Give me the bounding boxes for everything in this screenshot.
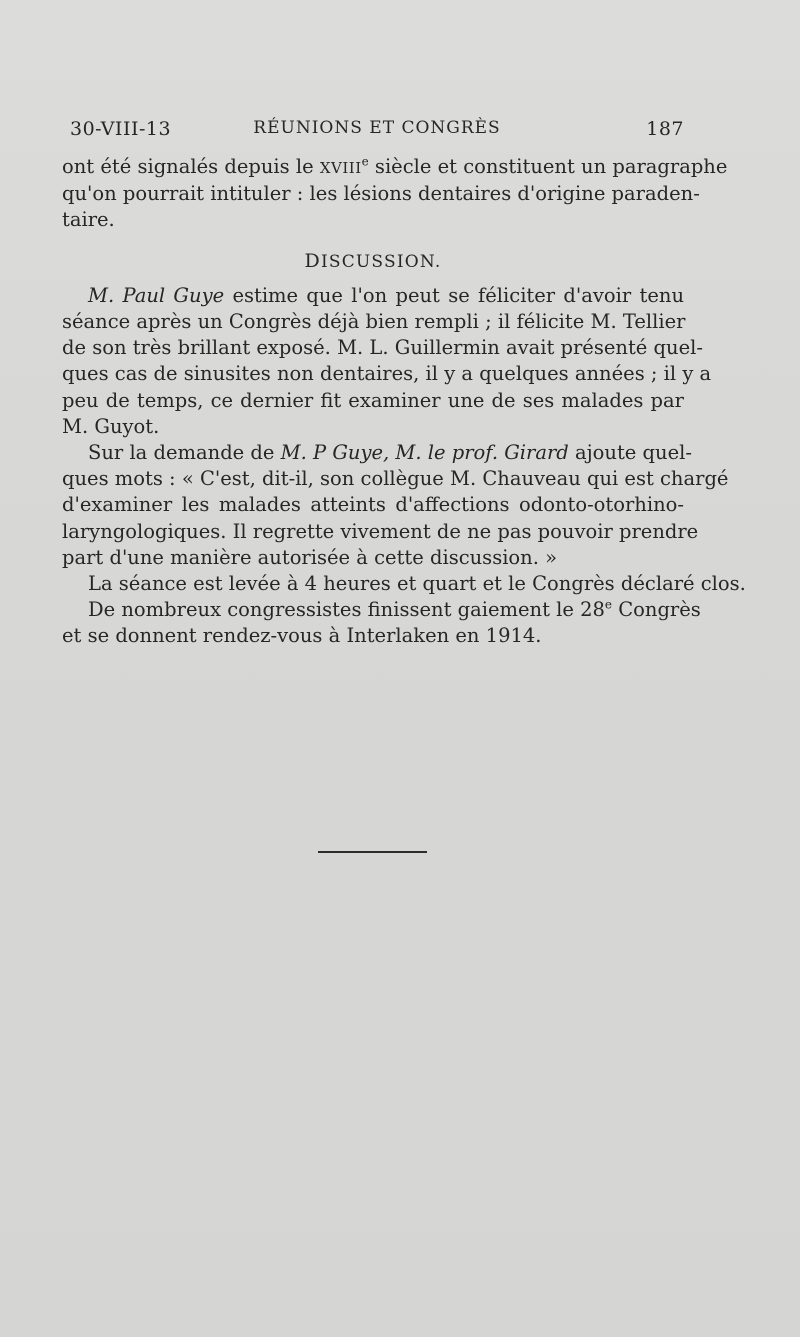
text-line: laryngologiques. Il regrette vivement de ne pas pouvoir prendre — [62, 519, 699, 543]
running-header — [70, 118, 684, 146]
body-text — [62, 154, 746, 650]
text-line: d'examiner les malades atteints d'affections odonto-otorhino- — [62, 493, 684, 517]
text-line: de son très brillant exposé. M. L. Guillermin avait présenté quel- — [62, 336, 703, 360]
text-line: ont été signalés depuis le XVIIIe siècle et constituent un paragraphe — [62, 154, 728, 178]
text-line: et se donnent rendez-vous à Interlaken en 1914. — [62, 624, 542, 648]
text-line: ques mots : « C'est, dit-il, son collègue M. Chauveau qui est chargé — [62, 467, 729, 491]
text-line: La séance est levée à 4 heures et quart et le Congrès déclaré clos. — [88, 572, 746, 596]
paragraph-continuation — [62, 154, 728, 234]
paragraph-closing — [62, 571, 746, 597]
text-line: Sur la demande de M. P Guye, M. le prof. Girard ajoute quel- — [88, 441, 692, 465]
paragraph-girard — [62, 440, 729, 571]
text-line: M. Guyot. — [62, 414, 160, 438]
discussion-heading: DISCUSSION. — [304, 249, 442, 272]
text-line: M. Paul Guye estime que l'on peut se féliciter d'avoir tenu — [88, 283, 685, 307]
text-line: séance après un Congrès déjà bien rempli ; il félicite M. Tellier — [62, 310, 686, 334]
paragraph-final — [62, 597, 701, 649]
text-line: taire. — [62, 208, 115, 232]
text-line: part d'une manière autorisée à cette discussion. » — [62, 545, 558, 569]
text-line: De nombreux congressistes finissent gaiement le 28e Congrès — [88, 597, 701, 622]
end-rule — [318, 851, 427, 853]
text-line: peu de temps, ce dernier fit examiner une de ses malades par — [62, 388, 684, 412]
header-date: 30-VIII-13 — [70, 118, 172, 140]
text-line: qu'on pourrait intituler : les lésions dentaires d'origine paraden- — [62, 182, 700, 206]
page-number: 187 — [646, 118, 684, 140]
paragraph-guye — [62, 283, 712, 440]
header-section-title: RÉUNIONS ET CONGRÈS — [253, 118, 501, 138]
speaker-name: M. Paul Guye — [88, 283, 225, 307]
text-line: ques cas de sinusites non dentaires, il y a quelques années ; il y a — [62, 362, 712, 386]
